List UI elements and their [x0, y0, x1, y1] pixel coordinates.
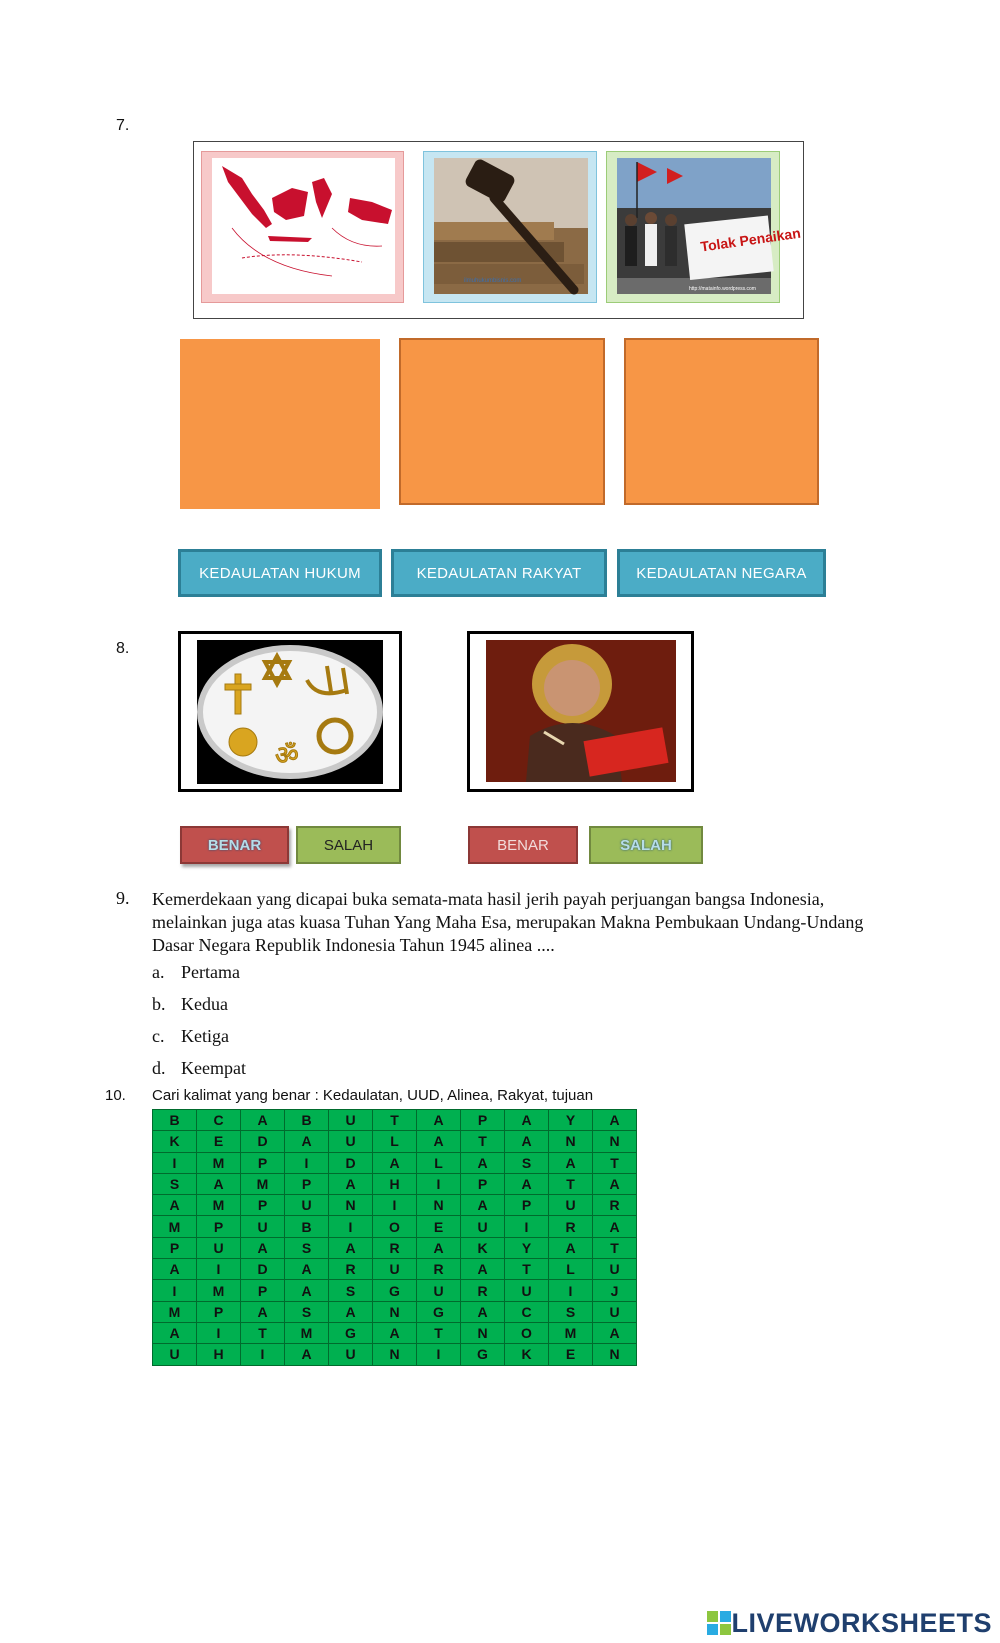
grid-cell[interactable]: A	[153, 1259, 197, 1280]
q9-option-b[interactable]: b. Kedua	[152, 994, 228, 1014]
grid-row	[153, 1344, 637, 1365]
grid-cell[interactable]: G	[373, 1280, 417, 1301]
grid-cell[interactable]: A	[417, 1237, 461, 1258]
grid-cell[interactable]: A	[417, 1110, 461, 1131]
grid-cell[interactable]: R	[417, 1259, 461, 1280]
grid-cell[interactable]: U	[329, 1110, 373, 1131]
liveworksheets-logo-text: LIVEWORKSHEETS	[731, 1608, 992, 1638]
grid-row	[153, 1173, 637, 1194]
grid-cell[interactable]: N	[593, 1131, 637, 1152]
grid-cell[interactable]: U	[153, 1344, 197, 1365]
q8-image1-salah-button[interactable]: SALAH	[296, 826, 401, 864]
drop-target-3[interactable]	[624, 338, 819, 505]
drop-target-2[interactable]	[399, 338, 605, 505]
grid-cell[interactable]: T	[241, 1322, 285, 1343]
grid-cell[interactable]: Y	[549, 1110, 593, 1131]
indonesia-map-image	[201, 151, 404, 303]
grid-cell[interactable]: N	[373, 1344, 417, 1365]
grid-cell[interactable]: D	[329, 1152, 373, 1173]
grid-cell[interactable]: T	[593, 1152, 637, 1173]
grid-cell[interactable]: T	[461, 1131, 505, 1152]
grid-cell[interactable]: U	[197, 1237, 241, 1258]
grid-cell[interactable]: D	[241, 1131, 285, 1152]
grid-row	[153, 1195, 637, 1216]
grid-cell[interactable]: G	[417, 1301, 461, 1322]
grid-cell[interactable]: I	[417, 1344, 461, 1365]
grid-cell[interactable]: Y	[505, 1237, 549, 1258]
grid-cell[interactable]: L	[373, 1131, 417, 1152]
grid-cell[interactable]: I	[197, 1322, 241, 1343]
grid-cell[interactable]: A	[593, 1322, 637, 1343]
liveworksheets-logo-icon	[707, 1611, 731, 1637]
grid-cell[interactable]: A	[461, 1195, 505, 1216]
grid-cell[interactable]: A	[505, 1110, 549, 1131]
grid-cell[interactable]: P	[197, 1301, 241, 1322]
grid-cell[interactable]: R	[329, 1259, 373, 1280]
grid-row	[153, 1216, 637, 1237]
question-7-number: 7.	[116, 117, 130, 134]
grid-cell[interactable]: A	[329, 1173, 373, 1194]
grid-cell[interactable]: T	[549, 1173, 593, 1194]
question-10-number: 10.	[105, 1087, 126, 1104]
grid-cell[interactable]: S	[505, 1152, 549, 1173]
grid-cell[interactable]: U	[329, 1344, 373, 1365]
grid-cell[interactable]: A	[285, 1344, 329, 1365]
grid-cell[interactable]: S	[285, 1301, 329, 1322]
religious-symbols-icon	[197, 640, 383, 784]
grid-cell[interactable]: A	[593, 1173, 637, 1194]
grid-cell[interactable]: P	[285, 1173, 329, 1194]
grid-cell[interactable]: N	[373, 1301, 417, 1322]
grid-cell[interactable]: A	[549, 1237, 593, 1258]
grid-cell[interactable]: R	[461, 1280, 505, 1301]
grid-cell[interactable]: U	[285, 1195, 329, 1216]
grid-cell[interactable]: I	[153, 1280, 197, 1301]
grid-cell[interactable]: S	[549, 1301, 593, 1322]
grid-row	[153, 1259, 637, 1280]
grid-cell[interactable]: N	[593, 1344, 637, 1365]
grid-row	[153, 1280, 637, 1301]
grid-cell[interactable]: A	[153, 1195, 197, 1216]
grid-cell[interactable]: S	[153, 1173, 197, 1194]
grid-cell[interactable]: G	[461, 1344, 505, 1365]
grid-cell[interactable]: A	[505, 1173, 549, 1194]
grid-cell[interactable]: D	[241, 1259, 285, 1280]
grid-cell[interactable]: T	[373, 1110, 417, 1131]
grid-cell[interactable]: I	[241, 1344, 285, 1365]
protest-sign-text: Tolak Penaikan	[699, 224, 802, 255]
grid-cell[interactable]: P	[461, 1173, 505, 1194]
grid-cell[interactable]: H	[373, 1173, 417, 1194]
grid-cell[interactable]: M	[197, 1280, 241, 1301]
grid-cell[interactable]: P	[197, 1216, 241, 1237]
religions-symbols-image	[178, 631, 402, 792]
grid-cell[interactable]: M	[285, 1322, 329, 1343]
grid-cell[interactable]: A	[285, 1131, 329, 1152]
grid-row	[153, 1110, 637, 1131]
label-kedaulatan-rakyat[interactable]: KEDAULATAN RAKYAT	[391, 549, 607, 597]
drop-target-1[interactable]	[180, 339, 380, 509]
grid-cell[interactable]: I	[285, 1152, 329, 1173]
grid-cell[interactable]: A	[461, 1259, 505, 1280]
grid-cell[interactable]: A	[241, 1110, 285, 1131]
grid-cell[interactable]: R	[373, 1237, 417, 1258]
q9-option-d[interactable]: d. Keempat	[152, 1058, 246, 1078]
grid-cell[interactable]: U	[461, 1216, 505, 1237]
grid-cell[interactable]: I	[417, 1173, 461, 1194]
grid-row	[153, 1322, 637, 1343]
grid-cell[interactable]: P	[241, 1152, 285, 1173]
grid-cell[interactable]: A	[197, 1173, 241, 1194]
grid-cell[interactable]: R	[549, 1216, 593, 1237]
q9-option-a[interactable]: a. Pertama	[152, 962, 240, 982]
svg-text:ॐ: ॐ	[275, 741, 299, 771]
grid-cell[interactable]: A	[329, 1237, 373, 1258]
grid-cell[interactable]: C	[505, 1301, 549, 1322]
gavel-image	[423, 151, 597, 303]
grid-cell[interactable]: A	[329, 1301, 373, 1322]
grid-cell[interactable]: M	[153, 1216, 197, 1237]
grid-cell[interactable]: P	[153, 1237, 197, 1258]
gavel-caption: ilmuhukumbisnis.com	[464, 278, 522, 284]
grid-cell[interactable]: I	[373, 1195, 417, 1216]
grid-cell[interactable]: L	[417, 1152, 461, 1173]
grid-cell[interactable]: A	[373, 1152, 417, 1173]
grid-cell[interactable]: M	[197, 1152, 241, 1173]
question-9-number: 9.	[116, 888, 130, 908]
grid-cell[interactable]: N	[549, 1131, 593, 1152]
grid-cell[interactable]: T	[417, 1322, 461, 1343]
grid-cell[interactable]: A	[285, 1259, 329, 1280]
grid-cell[interactable]: H	[197, 1344, 241, 1365]
grid-cell[interactable]: L	[549, 1259, 593, 1280]
grid-cell[interactable]: R	[593, 1195, 637, 1216]
grid-cell[interactable]: O	[373, 1216, 417, 1237]
grid-cell[interactable]: G	[329, 1322, 373, 1343]
grid-cell[interactable]: J	[593, 1280, 637, 1301]
grid-cell[interactable]: M	[549, 1322, 593, 1343]
grid-cell[interactable]: P	[461, 1110, 505, 1131]
grid-cell[interactable]: I	[329, 1216, 373, 1237]
grid-cell[interactable]: A	[241, 1301, 285, 1322]
grid-cell[interactable]: M	[197, 1195, 241, 1216]
grid-cell[interactable]: A	[505, 1131, 549, 1152]
grid-cell[interactable]: K	[461, 1237, 505, 1258]
grid-cell[interactable]: A	[593, 1216, 637, 1237]
q7-image-strip	[193, 141, 804, 319]
grid-cell[interactable]: T	[593, 1237, 637, 1258]
indonesia-map-icon	[212, 158, 395, 294]
grid-cell[interactable]: U	[549, 1195, 593, 1216]
grid-cell[interactable]: A	[549, 1152, 593, 1173]
grid-cell[interactable]: K	[505, 1344, 549, 1365]
grid-cell[interactable]: N	[417, 1195, 461, 1216]
q8-image1-benar-button[interactable]: BENAR	[180, 826, 289, 864]
grid-row	[153, 1301, 637, 1322]
word-search-grid	[152, 1109, 637, 1366]
grid-cell[interactable]: T	[505, 1259, 549, 1280]
grid-cell[interactable]: U	[373, 1259, 417, 1280]
grid-cell[interactable]: A	[461, 1152, 505, 1173]
grid-cell[interactable]: C	[197, 1110, 241, 1131]
grid-cell[interactable]: A	[285, 1280, 329, 1301]
grid-row	[153, 1131, 637, 1152]
grid-cell[interactable]: P	[241, 1195, 285, 1216]
grid-cell[interactable]: M	[241, 1173, 285, 1194]
protest-crowd-icon	[617, 158, 802, 294]
grid-row	[153, 1237, 637, 1258]
grid-cell[interactable]: U	[417, 1280, 461, 1301]
grid-cell[interactable]: M	[153, 1301, 197, 1322]
protest-image	[606, 151, 802, 303]
gavel-icon	[434, 158, 588, 294]
grid-cell[interactable]: N	[329, 1195, 373, 1216]
grid-cell[interactable]: A	[593, 1110, 637, 1131]
grid-cell[interactable]: N	[461, 1322, 505, 1343]
question-9-text: Kemerdekaan yang dicapai buka semata-mata hasil jerih payah perjuangan bangsa Indonesia, melainkan juga atas kuasa Tuhan Yang Maha Esa, merupakan Makna Pembukaan Undang-Undang Dasar Negara Republik Indonesia Tahun 1945 alinea ....	[152, 889, 864, 955]
grid-cell[interactable]: A	[153, 1322, 197, 1343]
label-kedaulatan-negara[interactable]: KEDAULATAN NEGARA	[617, 549, 826, 597]
question-8-number: 8.	[116, 640, 130, 657]
grid-cell[interactable]: K	[153, 1131, 197, 1152]
q8-image2-benar-button[interactable]: BENAR	[468, 826, 578, 864]
grid-cell[interactable]: I	[505, 1216, 549, 1237]
protest-url-text: http://matainfo.wordpress.com	[689, 286, 756, 292]
saint-portrait-image	[467, 631, 694, 792]
grid-cell[interactable]: S	[329, 1280, 373, 1301]
grid-cell[interactable]: B	[285, 1110, 329, 1131]
grid-cell[interactable]: A	[461, 1301, 505, 1322]
liveworksheets-logo	[707, 1608, 992, 1639]
grid-cell[interactable]: P	[241, 1280, 285, 1301]
grid-cell[interactable]: U	[593, 1301, 637, 1322]
grid-cell[interactable]: I	[549, 1280, 593, 1301]
label-kedaulatan-hukum[interactable]: KEDAULATAN HUKUM	[178, 549, 382, 597]
grid-cell[interactable]: A	[417, 1131, 461, 1152]
grid-cell[interactable]: E	[549, 1344, 593, 1365]
grid-cell[interactable]: U	[329, 1131, 373, 1152]
grid-cell[interactable]: E	[197, 1131, 241, 1152]
grid-cell[interactable]: S	[285, 1237, 329, 1258]
grid-cell[interactable]: B	[153, 1110, 197, 1131]
grid-cell[interactable]: P	[505, 1195, 549, 1216]
grid-cell[interactable]: U	[593, 1259, 637, 1280]
grid-cell[interactable]: I	[153, 1152, 197, 1173]
question-10-prompt: Cari kalimat yang benar : Kedaulatan, UUD, Alinea, Rakyat, tujuan	[152, 1087, 594, 1104]
grid-cell[interactable]: O	[505, 1322, 549, 1343]
grid-row	[153, 1152, 637, 1173]
grid-cell[interactable]: A	[241, 1237, 285, 1258]
q8-image2-salah-button[interactable]: SALAH	[589, 826, 703, 864]
grid-cell[interactable]: A	[373, 1322, 417, 1343]
grid-cell[interactable]: U	[505, 1280, 549, 1301]
grid-cell[interactable]: U	[241, 1216, 285, 1237]
grid-cell[interactable]: B	[285, 1216, 329, 1237]
grid-cell[interactable]: E	[417, 1216, 461, 1237]
saint-portrait-icon	[486, 640, 676, 782]
grid-cell[interactable]: I	[197, 1259, 241, 1280]
q9-option-c[interactable]: c. Ketiga	[152, 1026, 229, 1046]
